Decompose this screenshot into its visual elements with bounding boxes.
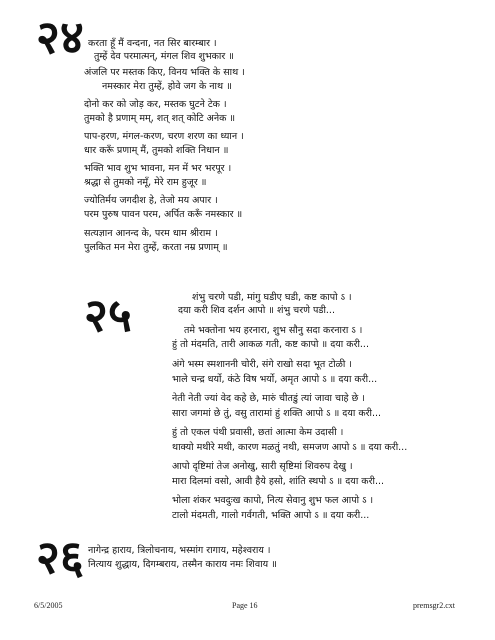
verse-line: भोला शंकर भवदुःख कापो, नित्य सेवानु शुभ फल आपो ऽ । bbox=[172, 495, 374, 506]
verse-line: हुं तो मंदमति, तारी आकळ गती, कष्ट कापो ॥ दया करी... bbox=[172, 339, 369, 350]
verse-line: ज्योतिर्मय जगदीश हे, तेजो मय अपार । bbox=[84, 195, 218, 206]
verse-line: नागेन्द्र हाराय, त्रिलोचनाय, भस्मांग रागाय, महेश्वराय । bbox=[88, 545, 271, 556]
verse-line: थाक्यो मथीरे मथी, कारण मळतुं नथी, समजण आपो ऽ ॥ दया करी... bbox=[172, 442, 408, 453]
verse-line: पाप-हरण, मंगल-करण, चरण शरण का ध्यान । bbox=[84, 131, 244, 142]
verse-line: मारा दिलमां वसो, आवी हैये हसो, शांति स्थपो ऽ ॥ दया करी... bbox=[172, 476, 385, 487]
verse-line: परम पुरुष पावन परम, अर्पित करूँ नमस्कार ॥ bbox=[84, 209, 243, 220]
hymn-number-25: २५ bbox=[84, 288, 132, 342]
verse-line: आपो दृष्टिमां तेज अनोखु, सारी सृष्टिमां शिवरुप देखु । bbox=[172, 461, 353, 472]
verse-line: सत्यज्ञान आनन्द के, परम धाम श्रीराम । bbox=[84, 228, 218, 239]
verse-line: तमे भक्तोना भय हरनारा, शुभ सौनु सदा करनारा ऽ । bbox=[184, 325, 363, 336]
verse-line: तुम्हें देव परमात्मन्, मंगल शिव शुभकार ॥ bbox=[94, 51, 234, 62]
verse-line: तुमको है प्रणाम् मम्, शत् शत् कोटि अनेक ॥ bbox=[84, 113, 236, 124]
verse-line: नित्याय शुद्धाय, दिगम्बराय, तस्मैन काराय नमः शिवाय ॥ bbox=[88, 559, 277, 570]
verse-line: सारा जगमां छे तुं, वसु तारामां हुं शक्ति आपो ऽ ॥ दया करी... bbox=[172, 408, 382, 419]
footer-date: 6/5/2005 bbox=[34, 601, 63, 610]
verse-line: दोनो कर को जोड़ कर, मस्तक घुटने टेक । bbox=[84, 99, 227, 110]
verse-line: शंभु चरणे पडी, मांगु घडीए घडी, कष्ट कापो ऽ । bbox=[192, 292, 352, 303]
verse-line: अंजलि पर मस्तक किए, विनय भक्ति के साथ । bbox=[84, 67, 245, 78]
hymn-number-26: २६ bbox=[36, 530, 84, 584]
verse-line: करता हूँ मैं वन्दना, नत सिर बारम्बार । bbox=[88, 38, 217, 49]
hymn-number-24: २४ bbox=[36, 10, 84, 64]
verse-line: भक्ति भाव शुभ भावना, मन में भर भरपूर । bbox=[84, 163, 232, 174]
verse-line: नेती नेती ज्यां वेद कहे छे, मारुं चीतडुं त्यां जावा चाहे छे । bbox=[172, 393, 365, 404]
verse-line: धार करूँ प्रणाम् मैं, तुमको शक्ति निधान ॥ bbox=[84, 145, 229, 156]
verse-line: दया करी शिव दर्शन आपो ॥ शंभु चरणे पडी... bbox=[178, 305, 335, 316]
verse-line: अंगे भस्म स्मशाननी चोरी, संगे राखो सदा भूत टोळी । bbox=[172, 359, 352, 370]
verse-line: भाले चन्द्र धर्यो, कंठे विष भर्यो, अमृत आपो ऽ ॥ दया करी... bbox=[172, 374, 378, 385]
footer-filename: premsgr2.cxt bbox=[413, 601, 455, 610]
footer-page-number: Page 16 bbox=[232, 601, 258, 610]
verse-line: श्रद्धा से तुमको नमूँ, मेरे राम हुजूर ॥ bbox=[84, 177, 207, 188]
verse-line: टालो मंदमती, गालो गर्वगती, भक्ति आपो ऽ ॥ दया करी... bbox=[172, 510, 370, 521]
verse-line: हुं तो एकल पंथी प्रवासी, छतां आत्मा केम उदासी । bbox=[172, 427, 344, 438]
verse-line: पुलकित मन मेरा तुम्हें, करता नम्र प्रणाम् ॥ bbox=[84, 242, 228, 253]
verse-line: नमस्कार मेरा तुम्हें, होवे जग के नाथ ॥ bbox=[102, 81, 232, 92]
